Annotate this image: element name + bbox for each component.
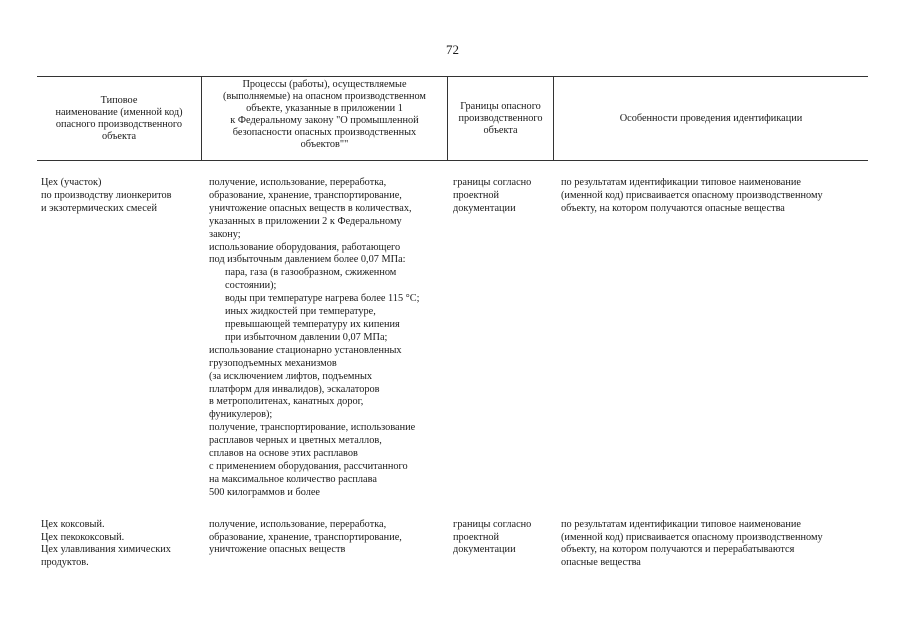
header-identification-features xyxy=(554,77,868,160)
text-line: границы согласно xyxy=(453,518,532,530)
text-line: закону; xyxy=(209,228,241,240)
text-line: фуникулеров); xyxy=(209,409,273,421)
header-line: объекта xyxy=(483,124,518,136)
header-line: объекте, указанные в приложении 1 xyxy=(246,103,403,114)
text-line: воды при температуре нагрева более 115 °С; xyxy=(225,293,420,305)
text-line: объекту, на котором получаются и перерабатываются xyxy=(561,544,795,556)
text-line: образование, хранение, транспортирование, xyxy=(209,189,402,201)
text-line: получение, использование, переработка, xyxy=(209,177,387,188)
text-line: Цех (участок) xyxy=(41,177,102,188)
header-line: объекта xyxy=(101,130,137,142)
features-cell xyxy=(554,519,868,571)
text-line: по производству лионкеритов xyxy=(41,189,172,201)
text-line: расплавов черных и цветных металлов, xyxy=(209,435,382,447)
header-line: (выполняемые) на опасном производственном xyxy=(223,91,426,102)
header-line: Особенности проведения идентификации xyxy=(619,112,803,124)
header-processes xyxy=(202,77,448,160)
boundaries-cell xyxy=(448,177,554,500)
text-line: Цех пекококсовый. xyxy=(41,531,125,543)
text-line: объекту, на котором получаются опасные вещества xyxy=(561,202,785,214)
header-boundaries xyxy=(448,77,554,160)
header-line: производственного xyxy=(458,112,543,124)
text-line: по результатам идентификации типовое наименование xyxy=(561,177,801,188)
text-line: продуктов. xyxy=(41,557,89,569)
text-line: границы согласно xyxy=(453,177,532,188)
header-line: безопасности опасных производственных xyxy=(232,127,417,138)
text-line: иных жидкостей при температуре, xyxy=(225,306,376,318)
text-line: пара, газа (в газообразном, сжиженном xyxy=(225,267,397,279)
text-line: (за исключением лифтов, подъемных xyxy=(209,370,373,382)
text-line: платформ для инвалидов), эскалаторов xyxy=(209,383,380,395)
text-line: грузоподъемных механизмов xyxy=(209,357,337,369)
text-line: проектной xyxy=(453,189,500,201)
text-line: образование, хранение, транспортирование, xyxy=(209,531,402,543)
hazard-objects-table xyxy=(37,76,868,570)
table-header xyxy=(37,76,868,161)
text-line: указанных в приложении 2 к Федеральному xyxy=(209,215,402,227)
text-line: использование стационарно установленных xyxy=(209,344,402,356)
text-line: по результатам идентификации типовое наименование xyxy=(561,518,801,530)
text-line: опасные вещества xyxy=(561,557,641,569)
text-line: при избыточном давлении 0,07 МПа; xyxy=(225,331,388,343)
text-line: сплавов на основе этих расплавов xyxy=(209,448,358,460)
processes-cell xyxy=(202,519,448,571)
object-name-cell xyxy=(37,177,202,500)
features-cell xyxy=(554,177,868,500)
text-line: документации xyxy=(453,544,516,556)
header-line: к Федеральному закону "О промышленной xyxy=(230,115,419,126)
text-line: (именной код) присваивается опасному производственному xyxy=(561,531,823,543)
table-row xyxy=(37,519,868,571)
boundaries-cell xyxy=(448,519,554,571)
header-line: Процессы (работы), осуществляемые xyxy=(242,79,407,90)
processes-cell xyxy=(202,177,448,500)
page-number: 72 xyxy=(446,42,459,57)
text-line: 500 килограммов и более xyxy=(209,486,320,498)
text-line: документации xyxy=(453,202,516,214)
text-line: получение, использование, переработка, xyxy=(209,518,387,530)
text-line: (именной код) присваивается опасному производственному xyxy=(561,189,823,201)
text-line: состоянии); xyxy=(225,280,277,292)
table-row xyxy=(37,177,868,500)
header-line: объектов"" xyxy=(300,139,349,150)
header-line: опасного производственного xyxy=(55,118,183,130)
text-line: Цех коксовый. xyxy=(41,518,105,530)
object-name-cell xyxy=(37,519,202,571)
text-line: превышающей температуру их кипения xyxy=(225,318,400,330)
text-line: получение, транспортирование, использование xyxy=(209,422,416,434)
text-line: проектной xyxy=(453,531,500,543)
text-line: использование оборудования, работающего xyxy=(209,241,401,253)
text-line: с применением оборудования, рассчитанного xyxy=(209,460,408,472)
text-line: в метрополитенах, канатных дорог, xyxy=(209,396,364,408)
header-object-name xyxy=(37,77,202,160)
header-line: Границы опасного xyxy=(460,100,541,112)
text-line: на максимальное количество расплава xyxy=(209,473,377,485)
header-line: наименование (именной код) xyxy=(55,106,183,118)
text-line: Цех улавливания химических xyxy=(41,544,171,556)
text-line: под избыточным давлением более 0,07 МПа: xyxy=(209,254,406,266)
text-line: уничтожение опасных веществ xyxy=(209,544,346,556)
text-line: и экзотермических смесей xyxy=(41,202,157,214)
header-line: Типовое xyxy=(100,94,138,106)
text-line: уничтожение опасных веществ в количествах, xyxy=(209,202,412,214)
